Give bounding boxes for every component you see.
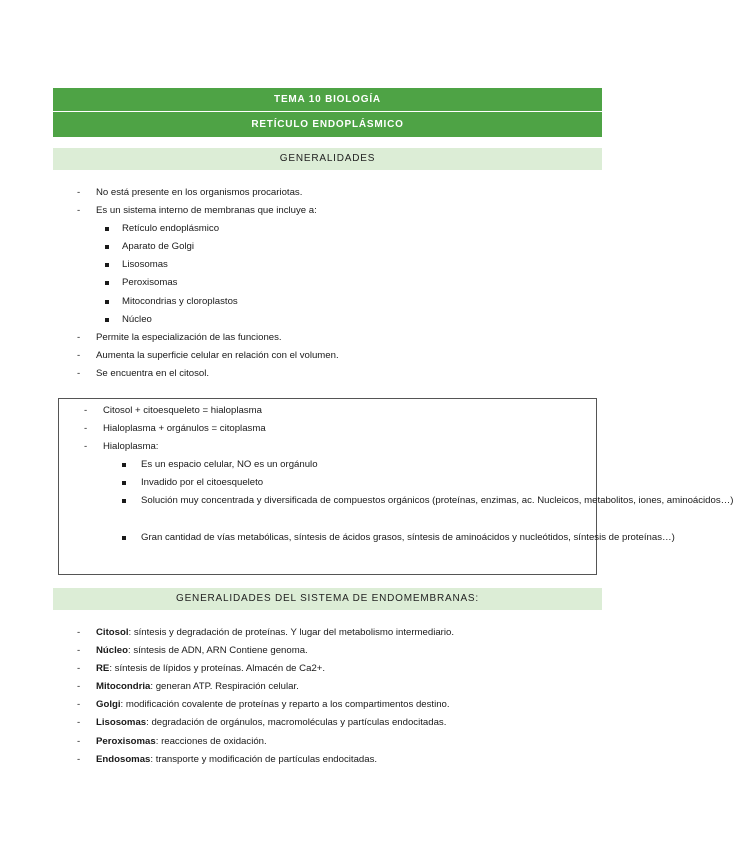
- list-item: - Citosol + citoesqueleto = hialoplasma: [84, 405, 262, 416]
- sub-list-item: Solución muy concentrada y diversificada de compuestos orgánicos (proteínas, enzimas, ac. Nucleicos, metabolitos, iones, aminoácidos…): [84, 492, 584, 528]
- term: RE: [96, 663, 110, 675]
- list-item: - Peroxisomas: reacciones de oxidación.: [77, 735, 267, 747]
- header-subtitle-bar: [53, 112, 602, 137]
- sub-list-item: Lisosomas: [77, 256, 597, 274]
- section-heading-endomembranas: [53, 588, 602, 610]
- square-bullet-icon: [105, 227, 109, 231]
- header-title-bar: [53, 88, 602, 111]
- document-title: TEMA 10 BIOLOGÍA: [274, 94, 381, 105]
- list-item: - Es un sistema interno de membranas que incluye a:: [77, 205, 317, 217]
- square-bullet-icon: [122, 499, 126, 503]
- list-item: - Núcleo: síntesis de ADN, ARN Contiene genoma.: [77, 645, 308, 657]
- square-bullet-icon: [105, 300, 109, 304]
- list-item: - Endosomas: transporte y modificación de partículas endocitadas.: [77, 753, 378, 765]
- list-item: - Aumenta la superficie celular en relación con el volumen.: [77, 349, 339, 361]
- sub-list-item: Aparato de Golgi: [77, 238, 597, 256]
- term: Núcleo: [96, 645, 128, 657]
- square-bullet-icon: [105, 281, 109, 285]
- term: Peroxisomas: [96, 735, 156, 747]
- square-bullet-icon: [122, 536, 126, 540]
- square-bullet-icon: [122, 463, 126, 467]
- square-bullet-icon: [105, 318, 109, 322]
- list-item: - Golgi: modificación covalente de proteínas y reparto a los compartimentos destino.: [77, 699, 450, 711]
- sub-list-item: Peroxisomas: [77, 274, 597, 292]
- list-item: - Permite la especialización de las funciones.: [77, 331, 282, 343]
- sub-list-item: Mitocondrias y cloroplastos: [77, 293, 597, 311]
- section-heading-generalidades: [53, 148, 602, 170]
- document-subtitle: RETÍCULO ENDOPLÁSMICO: [251, 119, 404, 130]
- list-item: - Citosol: síntesis y degradación de proteínas. Y lugar del metabolismo intermediario.: [77, 627, 454, 638]
- sub-list-item: Es un espacio celular, NO es un orgánulo: [84, 456, 584, 474]
- term: Citosol: [96, 627, 129, 638]
- list-item: - Hialoplasma + orgánulos = citoplasma: [84, 423, 266, 435]
- sub-list-item: Retículo endoplásmico: [77, 220, 597, 238]
- list-item: - Lisosomas: degradación de orgánulos, macromoléculas y partículas endocitadas.: [77, 717, 447, 729]
- term: Golgi: [96, 699, 121, 711]
- sub-list-item: Gran cantidad de vías metabólicas, síntesis de ácidos grasos, síntesis de aminoácidos y nucleótidos, síntesis de proteínas…): [84, 529, 561, 565]
- term: Endosomas: [96, 753, 151, 765]
- term: Lisosomas: [96, 717, 147, 729]
- hialoplasma-list: [84, 402, 733, 565]
- square-bullet-icon: [105, 263, 109, 267]
- list-item: - RE: síntesis de lípidos y proteínas. Almacén de Ca2+.: [77, 663, 326, 675]
- section-title: GENERALIDADES: [279, 153, 376, 164]
- list-item: - No está presente en los organismos procariotas.: [77, 187, 303, 198]
- sub-list-item: Núcleo: [77, 311, 597, 329]
- list-item: - Se encuentra en el citosol.: [77, 367, 210, 379]
- term: Mitocondria: [96, 681, 151, 693]
- sub-list-item: Invadido por el citoesqueleto: [84, 474, 584, 492]
- list-item: - Mitocondria: generan ATP. Respiración celular.: [77, 681, 299, 693]
- endomembranas-list: [77, 624, 597, 769]
- list-item: - Hialoplasma:: [84, 441, 159, 453]
- square-bullet-icon: [122, 481, 126, 485]
- section-title: GENERALIDADES DEL SISTEMA DE ENDOMEMBRANAS:: [176, 593, 479, 604]
- generalidades-list: [77, 184, 597, 383]
- square-bullet-icon: [105, 245, 109, 249]
